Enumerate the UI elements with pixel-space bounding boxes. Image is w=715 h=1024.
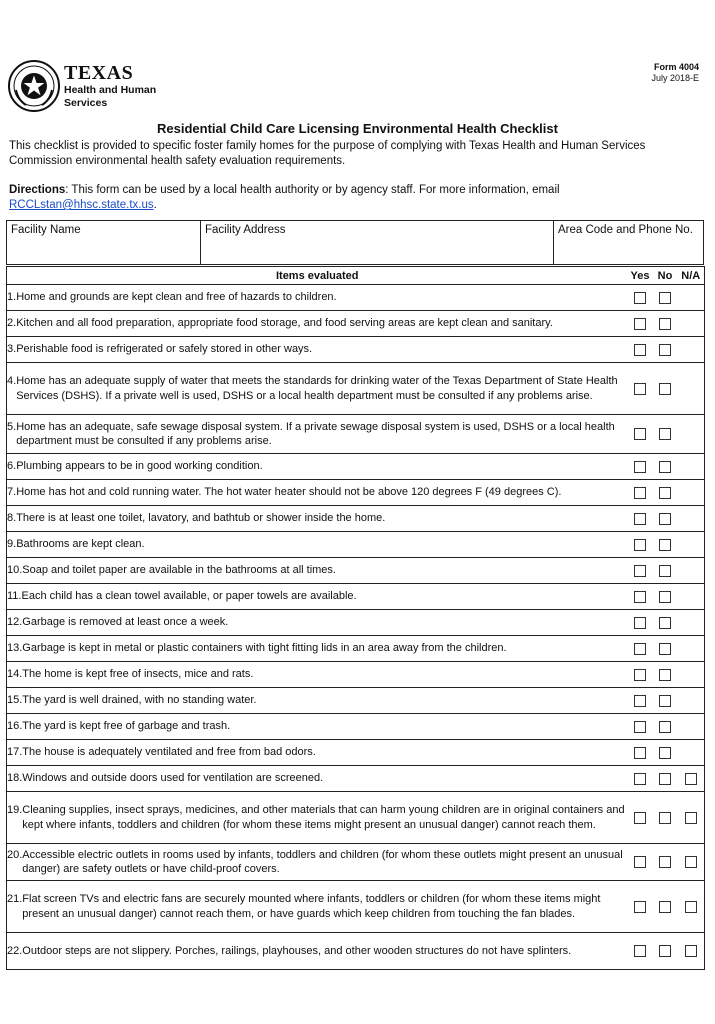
no-cell: [653, 881, 678, 933]
no-checkbox[interactable]: [659, 669, 671, 681]
na-checkbox[interactable]: [685, 901, 697, 913]
yes-header: Yes: [628, 267, 653, 285]
yes-cell: [628, 584, 653, 610]
item-text: Soap and toilet paper are available in the bathrooms at all times.: [22, 564, 336, 577]
item-description-cell: [7, 285, 628, 311]
item-text: Home has an adequate supply of water that meets the standards for drinking water of the Texas Department of State Health Services (DSHS). If a private well is used, DSHS or a local health department must be consulted if any problems arise.: [16, 375, 618, 402]
na-cell: [678, 506, 705, 532]
item-description-cell: [7, 844, 628, 881]
directions-label: Directions: [9, 184, 66, 196]
item-description-cell: [7, 415, 628, 454]
item-text: Home has hot and cold running water. The hot water heater should not be above 120 degrees F (49 degrees C).: [16, 486, 562, 499]
facility-name-field[interactable]: [7, 221, 201, 264]
na-cell: [678, 558, 705, 584]
table-row: [7, 740, 705, 766]
item-text: There is at least one toilet, lavatory, and bathtub or shower inside the home.: [16, 512, 386, 525]
table-row: [7, 688, 705, 714]
no-checkbox[interactable]: [659, 344, 671, 356]
item-text: Garbage is kept in metal or plastic containers with tight fitting lids in an area away from the children.: [22, 642, 507, 655]
yes-checkbox[interactable]: [634, 643, 646, 655]
yes-checkbox[interactable]: [634, 669, 646, 681]
item-description-cell: [7, 454, 628, 480]
yes-checkbox[interactable]: [634, 945, 646, 957]
item-description-cell: [7, 532, 628, 558]
na-cell: [678, 844, 705, 881]
yes-cell: [628, 610, 653, 636]
no-checkbox[interactable]: [659, 461, 671, 473]
no-cell: [653, 558, 678, 584]
na-checkbox[interactable]: [685, 856, 697, 868]
logo-texas-text: TEXAS: [64, 62, 134, 84]
no-cell: [653, 792, 678, 844]
table-row: [7, 714, 705, 740]
na-cell: [678, 285, 705, 311]
form-number: Form 4004: [653, 62, 699, 72]
checklist-table: [6, 266, 705, 970]
texas-seal-icon: [8, 60, 60, 112]
yes-cell: [628, 933, 653, 970]
yes-checkbox[interactable]: [634, 487, 646, 499]
yes-cell: [628, 337, 653, 363]
na-checkbox[interactable]: [685, 812, 697, 824]
no-cell: [653, 584, 678, 610]
yes-checkbox[interactable]: [634, 617, 646, 629]
no-cell: [653, 636, 678, 662]
na-cell: [678, 311, 705, 337]
yes-cell: [628, 688, 653, 714]
na-cell: [678, 714, 705, 740]
yes-cell: [628, 454, 653, 480]
na-cell: [678, 610, 705, 636]
table-row: [7, 662, 705, 688]
yes-cell: [628, 532, 653, 558]
item-number: 9.: [7, 538, 17, 551]
item-description-cell: [7, 506, 628, 532]
no-checkbox[interactable]: [659, 901, 671, 913]
facility-address-label: Facility Address: [205, 224, 286, 236]
item-number: 13.: [7, 642, 23, 655]
na-cell: [678, 532, 705, 558]
yes-checkbox[interactable]: [634, 513, 646, 525]
item-description-cell: [7, 662, 628, 688]
items-evaluated-header: Items evaluated: [7, 267, 628, 285]
item-description-cell: [7, 480, 628, 506]
directions-text: : This form can be used by a local health authority or by agency staff. For more information, email: [65, 184, 560, 196]
na-cell: [678, 662, 705, 688]
form-identifier: [651, 62, 699, 84]
no-cell: [653, 480, 678, 506]
item-number: 20.: [7, 848, 23, 861]
form-date: July 2018-E: [651, 73, 699, 83]
item-text: Cleaning supplies, insect sprays, medicines, and other materials that can harm young children are in original containers and kept where infants, toddlers and children (for whom these items might present an unusual danger) cannot reach them.: [22, 804, 625, 831]
item-description-cell: [7, 584, 628, 610]
item-description-cell: [7, 688, 628, 714]
na-cell: [678, 766, 705, 792]
item-description-cell: [7, 714, 628, 740]
item-text: Flat screen TVs and electric fans are securely mounted where infants, toddlers or children (for whom these items might present an unusual danger) cannot reach them, or have guards which keep children from touching the fan blades.: [22, 893, 601, 920]
item-number: 15.: [7, 694, 23, 707]
na-cell: [678, 933, 705, 970]
yes-cell: [628, 792, 653, 844]
checklist-body: [7, 285, 705, 970]
na-cell: [678, 415, 705, 454]
yes-checkbox[interactable]: [634, 565, 646, 577]
no-cell: [653, 454, 678, 480]
table-row: [7, 311, 705, 337]
table-row: [7, 766, 705, 792]
table-row: [7, 337, 705, 363]
item-number: 11.: [7, 590, 22, 603]
table-row: [7, 285, 705, 311]
yes-checkbox[interactable]: [634, 428, 646, 440]
item-number: 8.: [7, 512, 17, 525]
no-cell: [653, 311, 678, 337]
item-text: Windows and outside doors used for ventilation are screened.: [22, 772, 324, 785]
yes-cell: [628, 363, 653, 415]
directions-paragraph: [9, 183, 699, 213]
no-cell: [653, 506, 678, 532]
item-description-cell: [7, 558, 628, 584]
yes-checkbox[interactable]: [634, 901, 646, 913]
no-cell: [653, 766, 678, 792]
item-description-cell: [7, 766, 628, 792]
intro-paragraph: This checklist is provided to specific foster family homes for the purpose of complying with Texas Health and Human Services Commission environmental health safety evaluation requirements.: [9, 140, 646, 167]
table-row: [7, 792, 705, 844]
item-number: 19.: [7, 804, 23, 816]
hhs-logo: [8, 60, 156, 112]
item-number: 4.: [7, 375, 17, 387]
yes-cell: [628, 558, 653, 584]
yes-cell: [628, 662, 653, 688]
na-checkbox[interactable]: [685, 945, 697, 957]
no-checkbox[interactable]: [659, 643, 671, 655]
item-text: The yard is kept free of garbage and trash.: [22, 720, 231, 733]
directions-tail: .: [153, 199, 157, 211]
no-cell: [653, 688, 678, 714]
yes-cell: [628, 506, 653, 532]
na-cell: [678, 337, 705, 363]
logo-subtitle-line1: Health and Human: [64, 84, 157, 96]
item-description-cell: [7, 933, 628, 970]
na-cell: [678, 792, 705, 844]
item-number: 14.: [7, 668, 23, 681]
table-row: [7, 506, 705, 532]
no-checkbox[interactable]: [659, 617, 671, 629]
item-text: Each child has a clean towel available, or paper towels are available.: [21, 590, 357, 603]
item-text: Plumbing appears to be in good working condition.: [16, 460, 263, 473]
item-text: Kitchen and all food preparation, appropriate food storage, and food serving areas are kept clean and sanitary.: [16, 317, 553, 330]
no-checkbox[interactable]: [659, 812, 671, 824]
item-text: Home and grounds are kept clean and free of hazards to children.: [16, 291, 337, 304]
item-number: 21.: [7, 893, 23, 905]
logo-subtitle-line2: Services: [64, 97, 108, 109]
no-cell: [653, 662, 678, 688]
no-checkbox[interactable]: [659, 292, 671, 304]
yes-checkbox[interactable]: [634, 318, 646, 330]
yes-cell: [628, 881, 653, 933]
item-text: The yard is well drained, with no standing water.: [22, 694, 257, 707]
no-cell: [653, 415, 678, 454]
yes-cell: [628, 480, 653, 506]
item-number: 10.: [7, 564, 23, 577]
no-checkbox[interactable]: [659, 428, 671, 440]
item-text: Accessible electric outlets in rooms used by infants, toddlers and children (for whom these outlets might present an unusual danger) are safety outlets or have child-proof covers.: [22, 848, 623, 875]
yes-cell: [628, 766, 653, 792]
item-number: 2.: [7, 317, 17, 330]
yes-checkbox[interactable]: [634, 812, 646, 824]
yes-checkbox[interactable]: [634, 344, 646, 356]
item-number: 7.: [7, 486, 17, 499]
item-description-cell: [7, 792, 628, 844]
yes-cell: [628, 636, 653, 662]
facility-phone-label: Area Code and Phone No.: [558, 224, 693, 236]
table-row: [7, 454, 705, 480]
item-description-cell: [7, 363, 628, 415]
yes-checkbox[interactable]: [634, 695, 646, 707]
item-text: Perishable food is refrigerated or safely stored in other ways.: [16, 343, 313, 356]
table-row: [7, 532, 705, 558]
item-description-cell: [7, 740, 628, 766]
na-cell: [678, 881, 705, 933]
no-checkbox[interactable]: [659, 591, 671, 603]
item-number: 22.: [7, 944, 23, 957]
page-title: Residential Child Care Licensing Environmental Health Checklist: [157, 121, 558, 136]
no-checkbox[interactable]: [659, 721, 671, 733]
na-cell: [678, 636, 705, 662]
yes-cell: [628, 844, 653, 881]
contact-email-link[interactable]: RCCLstan@hhsc.state.tx.us: [9, 199, 154, 211]
table-row: [7, 363, 705, 415]
na-header: N/A: [678, 267, 705, 285]
item-description-cell: [7, 311, 628, 337]
table-row: [7, 933, 705, 970]
table-row: [7, 610, 705, 636]
item-text: Outdoor steps are not slippery. Porches, railings, playhouses, and other wooden structures do not have splinters.: [22, 944, 572, 957]
no-cell: [653, 337, 678, 363]
item-number: 1.: [7, 291, 17, 304]
yes-cell: [628, 285, 653, 311]
no-checkbox[interactable]: [659, 539, 671, 551]
no-checkbox[interactable]: [659, 856, 671, 868]
no-checkbox[interactable]: [659, 773, 671, 785]
facility-phone-field[interactable]: [554, 221, 703, 264]
na-cell: [678, 584, 705, 610]
yes-checkbox[interactable]: [634, 856, 646, 868]
checklist-header-row: [7, 267, 705, 285]
no-checkbox[interactable]: [659, 383, 671, 395]
table-row: [7, 636, 705, 662]
yes-checkbox[interactable]: [634, 747, 646, 759]
na-cell: [678, 688, 705, 714]
na-cell: [678, 740, 705, 766]
no-cell: [653, 363, 678, 415]
item-description-cell: [7, 636, 628, 662]
no-header: No: [653, 267, 678, 285]
facility-name-label: Facility Name: [11, 224, 81, 236]
item-description-cell: [7, 881, 628, 933]
yes-checkbox[interactable]: [634, 591, 646, 603]
table-row: [7, 480, 705, 506]
yes-cell: [628, 415, 653, 454]
no-checkbox[interactable]: [659, 945, 671, 957]
no-checkbox[interactable]: [659, 318, 671, 330]
table-row: [7, 844, 705, 881]
na-cell: [678, 480, 705, 506]
item-number: 6.: [7, 460, 17, 473]
item-description-cell: [7, 337, 628, 363]
no-checkbox[interactable]: [659, 513, 671, 525]
facility-info-row: [6, 220, 704, 265]
na-cell: [678, 454, 705, 480]
no-cell: [653, 532, 678, 558]
na-checkbox[interactable]: [685, 773, 697, 785]
yes-checkbox[interactable]: [634, 773, 646, 785]
na-cell: [678, 363, 705, 415]
yes-checkbox[interactable]: [634, 721, 646, 733]
yes-cell: [628, 714, 653, 740]
item-number: 17.: [7, 746, 23, 759]
table-row: [7, 584, 705, 610]
item-text: Garbage is removed at least once a week.: [22, 616, 229, 629]
yes-cell: [628, 311, 653, 337]
item-number: 5.: [7, 420, 17, 433]
no-cell: [653, 610, 678, 636]
item-number: 16.: [7, 720, 23, 733]
item-text: The home is kept free of insects, mice and rats.: [22, 668, 254, 681]
no-cell: [653, 285, 678, 311]
item-number: 18.: [7, 772, 23, 785]
item-text: Bathrooms are kept clean.: [16, 538, 145, 551]
no-checkbox[interactable]: [659, 695, 671, 707]
item-number: 12.: [7, 616, 23, 629]
no-checkbox[interactable]: [659, 565, 671, 577]
table-row: [7, 558, 705, 584]
no-cell: [653, 933, 678, 970]
item-description-cell: [7, 610, 628, 636]
no-checkbox[interactable]: [659, 487, 671, 499]
yes-checkbox[interactable]: [634, 539, 646, 551]
yes-checkbox[interactable]: [634, 383, 646, 395]
no-cell: [653, 740, 678, 766]
no-cell: [653, 714, 678, 740]
facility-address-field[interactable]: [201, 221, 554, 264]
no-cell: [653, 844, 678, 881]
item-text: Home has an adequate, safe sewage disposal system. If a private sewage disposal system is used, DSHS or a local health department must be consulted if any problems arise.: [16, 420, 615, 447]
yes-cell: [628, 740, 653, 766]
yes-checkbox[interactable]: [634, 292, 646, 304]
item-number: 3.: [7, 343, 17, 356]
item-text: The house is adequately ventilated and free from bad odors.: [22, 746, 316, 759]
yes-checkbox[interactable]: [634, 461, 646, 473]
no-checkbox[interactable]: [659, 747, 671, 759]
table-row: [7, 881, 705, 933]
table-row: [7, 415, 705, 454]
